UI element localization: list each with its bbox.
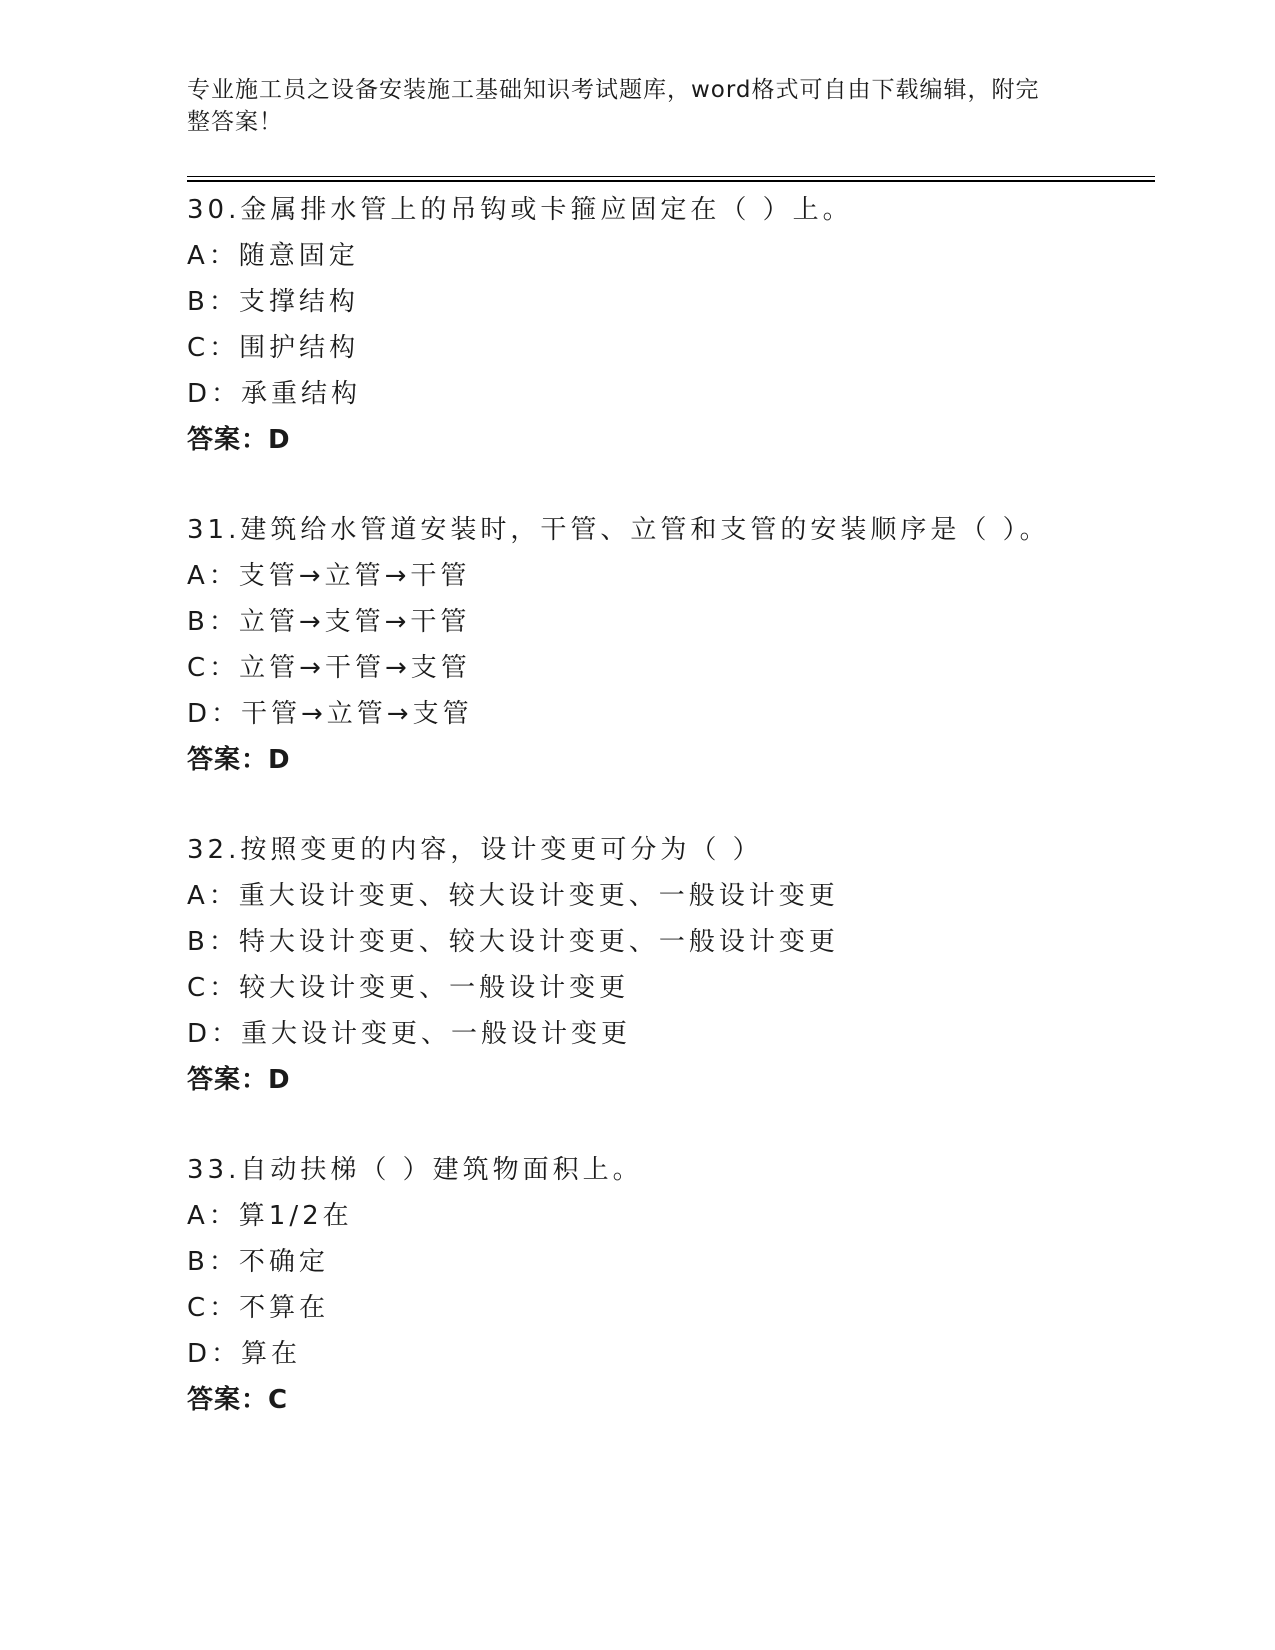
question-stem: 32.按照变更的内容，设计变更可分为（ ） bbox=[187, 835, 763, 865]
question-stem: 33.自动扶梯（ ）建筑物面积上。 bbox=[187, 1155, 643, 1185]
option-b: B：立管→支管→干管 bbox=[187, 607, 471, 637]
question-stem: 30.金属排水管上的吊钩或卡箍应固定在（ ）上。 bbox=[187, 195, 853, 225]
option-a: A：支管→立管→干管 bbox=[187, 561, 471, 591]
question-stem: 31.建筑给水管道安装时，干管、立管和支管的安装顺序是（ ）。 bbox=[187, 515, 1050, 545]
option-c: C：较大设计变更、一般设计变更 bbox=[187, 973, 630, 1003]
question-33 bbox=[187, 1147, 1147, 1423]
option-d: D：干管→立管→支管 bbox=[187, 699, 473, 729]
option-b: B：支撑结构 bbox=[187, 287, 359, 317]
header-line-2: 整答案！ bbox=[187, 109, 283, 135]
header-divider-thick bbox=[187, 180, 1155, 182]
document-header bbox=[187, 74, 1087, 138]
header-divider-thin bbox=[187, 176, 1155, 177]
option-c: C：立管→干管→支管 bbox=[187, 653, 471, 683]
answer-label: 答案：D bbox=[187, 1065, 291, 1095]
option-a: A：随意固定 bbox=[187, 241, 359, 271]
option-a: A：重大设计变更、较大设计变更、一般设计变更 bbox=[187, 881, 839, 911]
option-c: C：不算在 bbox=[187, 1293, 330, 1323]
question-31 bbox=[187, 507, 1147, 783]
question-30 bbox=[187, 187, 1147, 463]
option-d: D：算在 bbox=[187, 1339, 302, 1369]
header-line-1: 专业施工员之设备安装施工基础知识考试题库，word格式可自由下载编辑，附完 bbox=[187, 77, 1040, 103]
option-d: D：重大设计变更、一般设计变更 bbox=[187, 1019, 632, 1049]
answer-label: 答案：D bbox=[187, 745, 291, 775]
answer-label: 答案：C bbox=[187, 1385, 289, 1415]
option-d: D：承重结构 bbox=[187, 379, 362, 409]
option-c: C：围护结构 bbox=[187, 333, 360, 363]
option-a: A：算1/2在 bbox=[187, 1201, 353, 1231]
answer-label: 答案：D bbox=[187, 425, 291, 455]
option-b: B：不确定 bbox=[187, 1247, 329, 1277]
question-32 bbox=[187, 827, 1147, 1103]
option-b: B：特大设计变更、较大设计变更、一般设计变更 bbox=[187, 927, 839, 957]
